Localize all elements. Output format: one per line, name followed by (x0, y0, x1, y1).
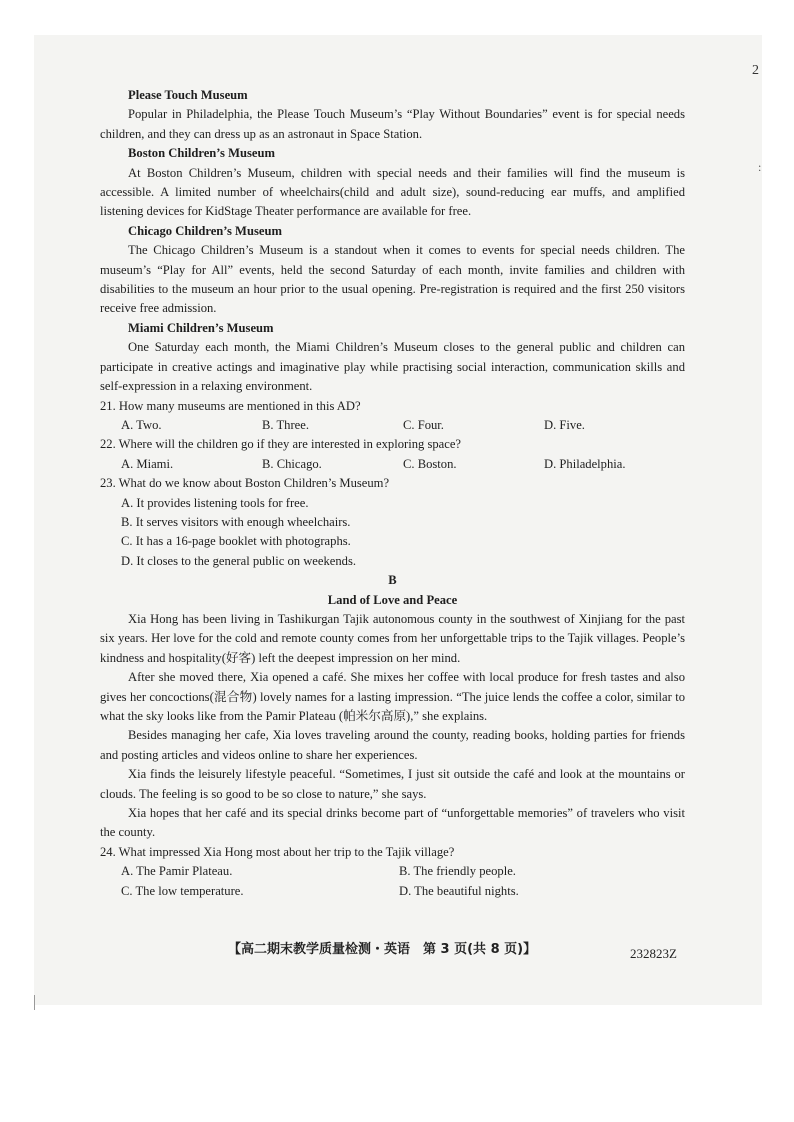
section-title-miami: Miami Children’s Museum (128, 320, 274, 335)
q22-option-c: C. Boston. (403, 456, 457, 471)
page-footer: 【高二期末教学质量检测・英语 第 3 页(共 8 页)】 (228, 942, 537, 957)
q21-option-c: C. Four. (403, 417, 444, 432)
q24-option-c: C. The low temperature. (121, 883, 244, 898)
q23-option-b: B. It serves visitors with enough wheelchairs. (121, 514, 351, 529)
question-24-options-row2 (121, 882, 685, 901)
question-22: 22. Where will the children go if they are interested in exploring space? (100, 437, 462, 452)
section-title-chicago: Chicago Children’s Museum (128, 223, 282, 238)
passage-title: Land of Love and Peace (327, 592, 458, 607)
section-text-miami: One Saturday each month, the Miami Children’s Museum closes to the general public and children can participate in creative actings and imaginative play while practising social interaction, communication skills and self-expression in a relaxing environment. (100, 340, 685, 394)
section-title-please-touch: Please Touch Museum (128, 88, 248, 102)
side-mark: : (758, 160, 762, 174)
exam-code: 232823Z (630, 946, 677, 961)
scan-edge-line (34, 995, 35, 1010)
section-title-boston: Boston Children’s Museum (128, 146, 275, 161)
q23-option-d: D. It closes to the general public on weekends. (121, 553, 357, 568)
question-24-options-row1 (121, 862, 685, 881)
passage-paragraph-3: Besides managing her cafe, Xia loves traveling around the county, reading books, holding parties for friends and posting articles and videos online to share her experiences. (100, 728, 685, 762)
section-text-chicago: The Chicago Children’s Museum is a standout when it comes to events for special needs children. The museum’s “Play for All” events, held the second Saturday of each month, invite families and children with disabilities to the museum an hour prior to the usual opening. Pre-registration is required and the first 250 visitors receive free admission. (100, 243, 685, 316)
q23-option-c: C. It has a 16-page booklet with photographs. (121, 534, 351, 549)
q22-option-d: D. Philadelphia. (544, 456, 626, 471)
passage-paragraph-4: Xia finds the leisurely lifestyle peaceful. “Sometimes, I just sit outside the café and look at the mountains or clouds. The feeling is so good to be so close to nature,” she says. (100, 767, 685, 801)
passage-paragraph-5: Xia hopes that her café and its special drinks become part of “unforgettable memories” of travelers who visit the county. (100, 806, 685, 840)
part-label: B (388, 573, 397, 588)
section-text-boston: At Boston Children’s Museum, children with special needs and their families will find the museum is accessible. A limited number of wheelchairs(child and adult size), sound-reducing ear muffs, and amplified listening devices for KidStage Theater performance are available for free. (100, 165, 685, 219)
section-text-please-touch: Popular in Philadelphia, the Please Touch Museum’s “Play Without Boundaries” event is for special needs children, and they can dress up as an astronaut in Space Station. (100, 107, 685, 141)
q21-option-a: A. Two. (121, 417, 162, 432)
question-24: 24. What impressed Xia Hong most about her trip to the Tajik village? (100, 844, 455, 859)
question-21-options (121, 416, 685, 435)
page-corner-number: 2 (752, 63, 759, 78)
passage-paragraph-1: Xia Hong has been living in Tashikurgan Tajik autonomous county in the southwest of Xinjiang for the past six years. Her love for the cold and remote county comes from her unforgettable trips to the Tajik villages. People’s kindness and hospitality(好客) left the deepest impression on her mind. (100, 611, 685, 665)
q24-option-b: B. The friendly people. (399, 864, 516, 879)
question-22-options (121, 455, 685, 474)
passage-paragraph-2: After she moved there, Xia opened a café. She mixes her coffee with local produce for fresh tastes and also gives her concoctions(混合物) lovely names for a lasting impression. “The juice lends the coffee a color, similar to what the sky looks like from the Pamir Plateau (帕米尔高原),” she explains. (100, 670, 685, 723)
q22-option-b: B. Chicago. (262, 456, 322, 471)
page-content (100, 86, 685, 901)
q21-option-b: B. Three. (262, 417, 309, 432)
q24-option-d: D. The beautiful nights. (399, 883, 519, 898)
q23-option-a: A. It provides listening tools for free. (121, 495, 309, 510)
q22-option-a: A. Miami. (121, 456, 174, 471)
question-21: 21. How many museums are mentioned in this AD? (100, 398, 361, 413)
q24-option-a: A. The Pamir Plateau. (121, 864, 233, 879)
question-23: 23. What do we know about Boston Children’s Museum? (100, 476, 390, 491)
q21-option-d: D. Five. (544, 417, 585, 432)
